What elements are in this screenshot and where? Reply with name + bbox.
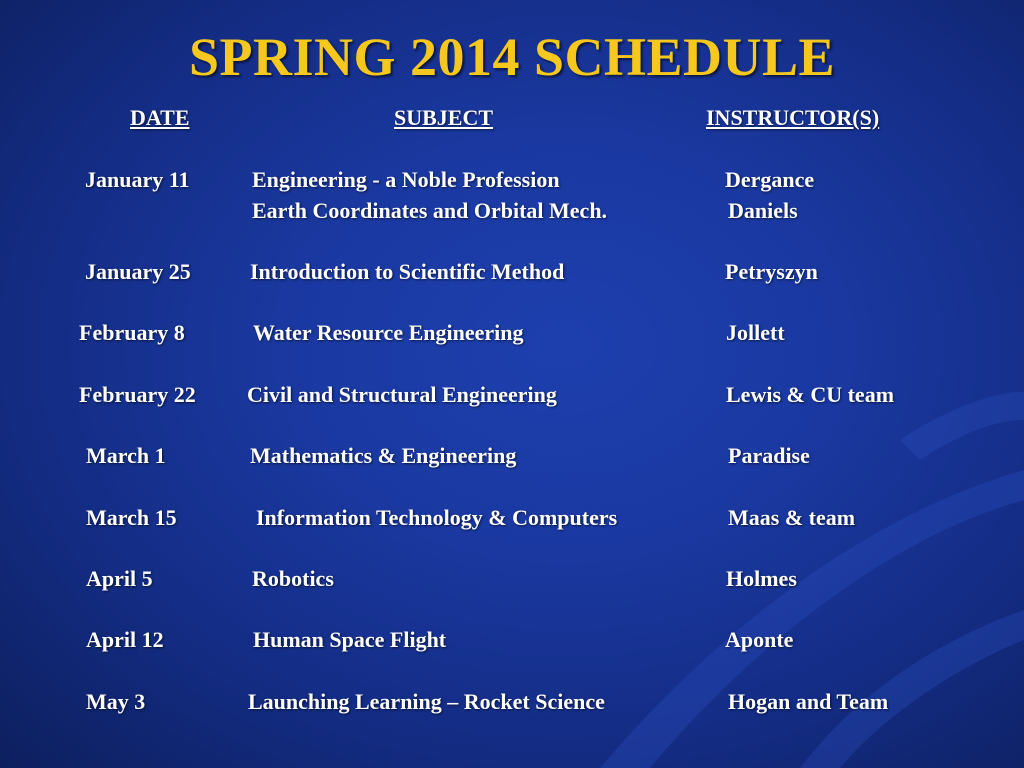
row-instructor: Hogan and Team <box>728 689 889 714</box>
row-subject: Robotics <box>252 566 334 591</box>
subject-column-header: SUBJECT <box>394 105 494 130</box>
row-instructor: Dergance <box>725 167 815 192</box>
row-date: April 12 <box>86 627 164 652</box>
row-date: May 3 <box>86 689 146 714</box>
row-instructor: Aponte <box>725 627 794 652</box>
row-subject: Civil and Structural Engineering <box>247 382 557 407</box>
row-date: March 1 <box>86 443 166 468</box>
row-instructor: Jollett <box>726 320 785 345</box>
row-instructor: Holmes <box>726 566 797 591</box>
row-subject: Earth Coordinates and Orbital Mech. <box>252 198 608 223</box>
row-subject: Launching Learning – Rocket Science <box>248 689 605 714</box>
row-date: January 25 <box>85 259 191 284</box>
row-subject: Mathematics & Engineering <box>250 443 517 468</box>
instructor-column-header: INSTRUCTOR(S) <box>706 105 880 130</box>
row-date: February 8 <box>79 320 185 345</box>
row-date: January 11 <box>85 167 190 192</box>
row-instructor: Paradise <box>728 443 810 468</box>
row-date: April 5 <box>86 566 153 591</box>
row-subject: Engineering - a Noble Profession <box>252 167 560 192</box>
row-date: February 22 <box>79 382 196 407</box>
row-instructor: Petryszyn <box>725 259 818 284</box>
row-instructor: Maas & team <box>728 505 856 530</box>
row-subject: Water Resource Engineering <box>253 320 524 345</box>
row-subject: Human Space Flight <box>253 627 447 652</box>
row-date: March 15 <box>86 505 177 530</box>
row-subject: Information Technology & Computers <box>256 505 618 530</box>
row-instructor: Lewis & CU team <box>726 382 895 407</box>
date-column-header: DATE <box>130 105 190 130</box>
row-instructor: Daniels <box>728 198 798 223</box>
row-subject: Introduction to Scientific Method <box>250 259 565 284</box>
page-title: SPRING 2014 SCHEDULE <box>188 27 836 87</box>
